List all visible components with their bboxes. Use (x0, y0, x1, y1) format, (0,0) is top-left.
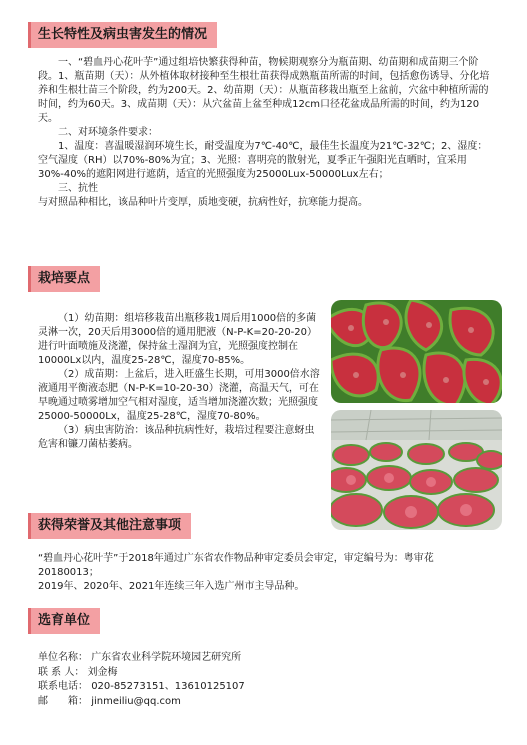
traits-paragraph-1: 一、“碧血丹心花叶芋”通过组培快繁获得种苗，物候期观察分为瓶苗期、幼苗期和成苗期三个阶段。1、瓶苗期（天）：从外植体取材接种至生根壮苗获得成熟瓶苗所需的时间，包括愈伤诱导、分化培养和生根壮苗三个阶段，约为200天。2、幼苗期（天）：从瓶苗移栽出瓶至上盆前，穴盆中种植所需的时间，约为60天。3、成苗期（天）：从穴盆苗上盆至种成12cm口径花盆成品所需的时间，约为120天。 (38, 57, 490, 124)
section-heading-honors: 获得荣誉及其他注意事项 (28, 513, 191, 539)
section-heading-traits: 生长特性及病虫害发生的情况 (28, 22, 217, 48)
cultivation-paragraph-2: （2）成苗期：上盆后，进入旺盛生长期，可用3000倍水溶液通用平衡液态肥（N-P-K=10-20-30）浇灌，高温天气，可在早晚通过喷雾增加空气相对湿度，适当增加浇灌次数；光照强度25000-50000Lx，温度25-28℃，湿度70-80%。 (38, 369, 320, 422)
caladium-closeup-photo (331, 300, 502, 403)
contact-value: 刘金梅 (87, 666, 118, 678)
traits-paragraph-5: 与对照品种相比，该品种叶片变厚，质地变硬，抗病性好，抗寒能力提高。 (38, 197, 368, 208)
honors-paragraph-2: 2019年、2020年、2021年连续三年入选广州市主导品种。 (38, 581, 305, 592)
traits-paragraph-4: 三、抗性 (58, 183, 98, 194)
heading-accent-bar (28, 608, 31, 634)
cultivation-paragraph-3: （3）病虫害防治：该品种抗病性好，栽培过程要注意蚜虫危害和镰刀菌枯萎病。 (38, 425, 315, 450)
traits-paragraph-3: 1、温度：喜温暖湿润环境生长，耐受温度为7℃-40℃，最佳生长温度为21℃-32℃；2、湿度：空气湿度（RH）以70%-80%为宜；3、光照：喜明亮的散射光，夏季正午强阳光直晒时，宜采用30%-40%的遮阳网进行遮荫，适宜的光照强度为25000Lux-50000Lux左右； (38, 141, 488, 180)
contact-label: 邮 箱： (38, 695, 88, 707)
contact-label: 联 系 人： (38, 666, 85, 678)
traits-text (38, 56, 493, 210)
honors-paragraph-1: “碧血丹心花叶芋”于2018年通过广东省农作物品种审定委员会审定，审定编号为：粤审花20180013； (38, 553, 434, 578)
cultivation-text (38, 312, 320, 452)
heading-accent-bar (28, 266, 31, 292)
contact-row-org (38, 651, 493, 666)
heading-accent-bar (28, 22, 31, 48)
breeder-contact (38, 651, 493, 709)
traits-paragraph-2: 二、对环境条件要求： (58, 127, 158, 138)
cultivation-paragraph-1: （1）幼苗期：组培移栽苗出瓶移栽1周后用1000倍的多菌灵淋一次，20天后用3000倍的通用肥液（N-P-K=20-20-20）进行叶面喷施及浇灌，保持盆土湿润为宜，光照强度控制在10000Lx以内，温度25-28℃，湿度70-85%。 (38, 313, 318, 366)
section-heading-cultivation: 栽培要点 (28, 266, 100, 292)
caladium-greenhouse-image (331, 410, 502, 530)
contact-value: 020-85273151、13610125107 (91, 681, 245, 692)
caladium-closeup-image (331, 300, 502, 403)
caladium-greenhouse-photo (331, 410, 502, 530)
heading-accent-bar (28, 513, 31, 539)
email-value: jinmeiliu@qq.com (91, 695, 181, 707)
contact-row-email (38, 695, 493, 710)
contact-row-person (38, 666, 493, 681)
section-heading-breeder: 选育单位 (28, 608, 100, 634)
contact-row-phone (38, 680, 493, 695)
contact-label: 联系电话： (38, 681, 88, 692)
contact-value: 广东省农业科学院环境园艺研究所 (91, 652, 242, 663)
honors-text (38, 552, 493, 594)
contact-label: 单位名称： (38, 652, 88, 663)
